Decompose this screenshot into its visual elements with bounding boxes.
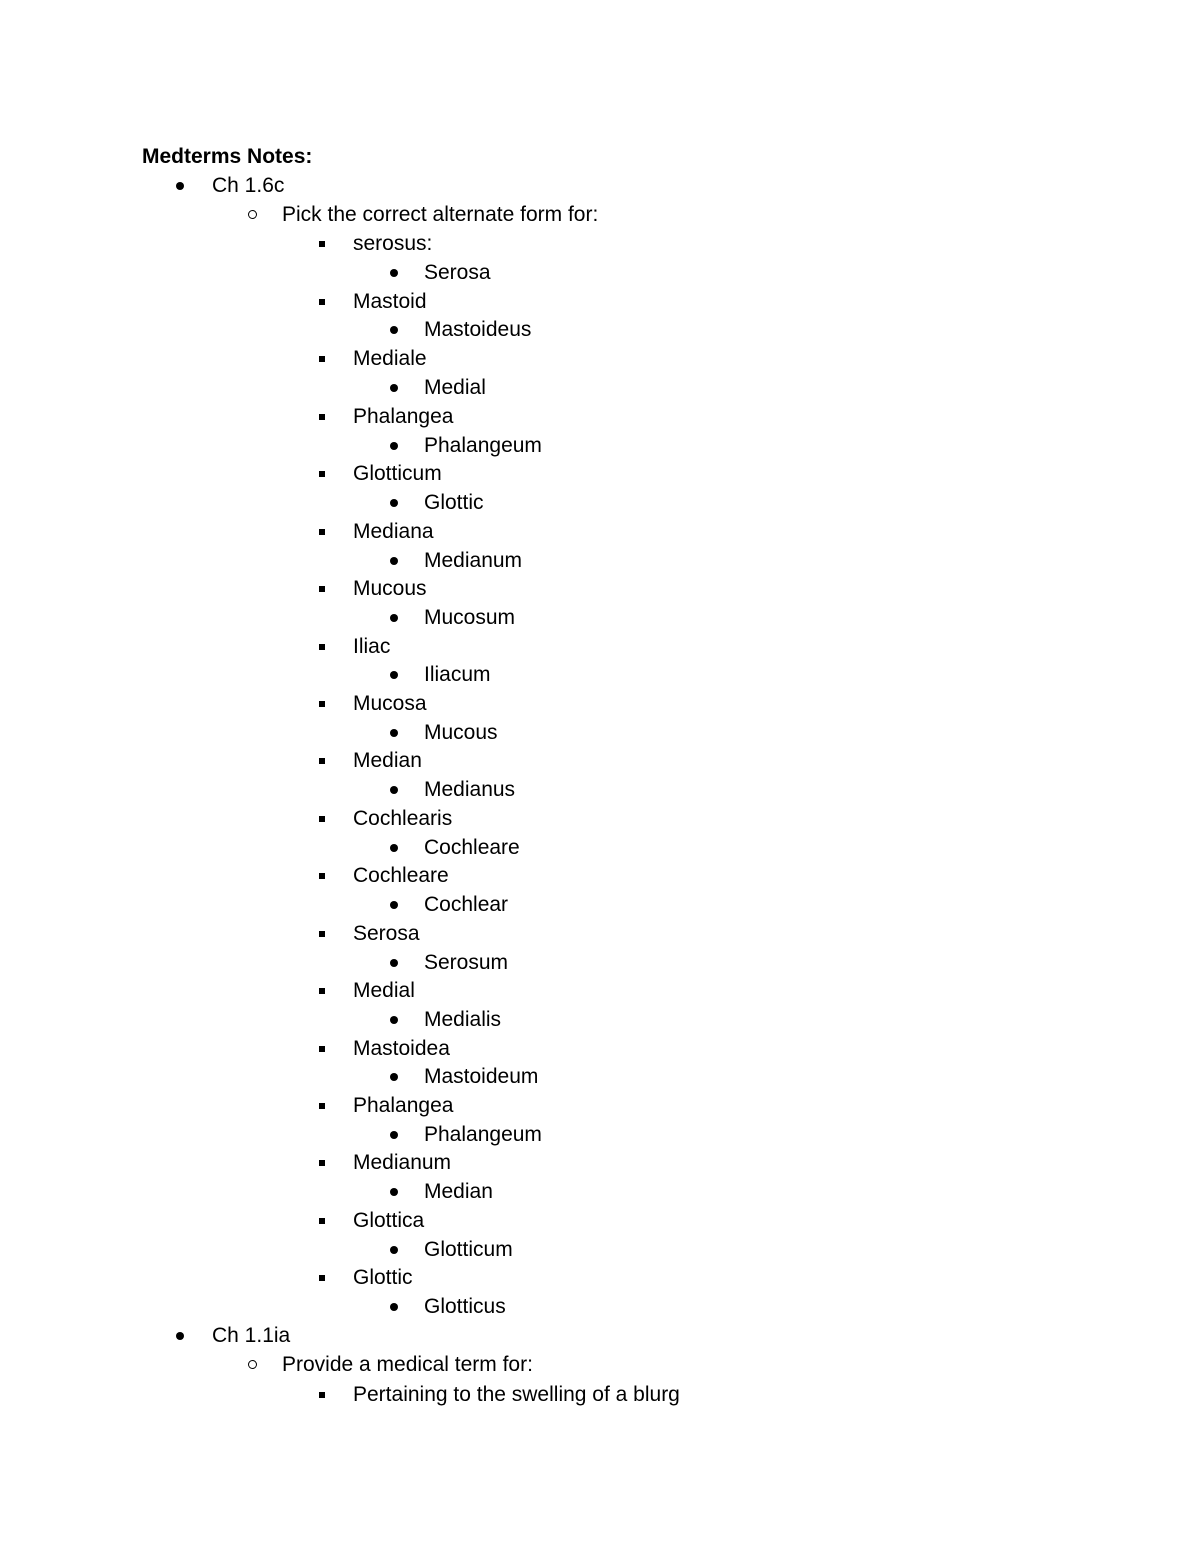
answer-text: Serosa: [424, 261, 491, 284]
bullet-dot-icon: [390, 269, 398, 277]
bullet-square-icon: [319, 356, 325, 362]
term-text: Mediale: [353, 347, 427, 370]
bullet-dot-icon: [390, 1016, 398, 1024]
bullet-dot-icon: [390, 901, 398, 909]
bullet-square-icon: [319, 931, 325, 937]
bullet-square-icon: [319, 471, 325, 477]
bullet-square-icon: [319, 873, 325, 879]
bullet-square-icon: [319, 1275, 325, 1281]
bullet-square-icon: [319, 644, 325, 650]
answer-text: Glotticus: [424, 1295, 506, 1318]
bullet-dot-icon: [390, 959, 398, 967]
bullet-square-icon: [319, 586, 325, 592]
term-text: Iliac: [353, 635, 391, 658]
term-text: Serosa: [353, 922, 420, 945]
answer-text: Medianus: [424, 778, 516, 801]
bullet-dot-icon: [390, 1246, 398, 1254]
answer-text: Medial: [424, 376, 486, 399]
bullet-square-icon: [319, 988, 325, 994]
answer-text: Glotticum: [424, 1238, 513, 1261]
term-text: Mucous: [353, 577, 427, 600]
term-text: Glotticum: [353, 462, 442, 485]
bullet-square-icon: [319, 1103, 325, 1109]
term-text: Mastoidea: [353, 1037, 450, 1060]
bullet-dot-icon: [390, 326, 398, 334]
bullet-square-icon: [319, 701, 325, 707]
bullet-square-icon: [319, 1046, 325, 1052]
notes-title: Medterms Notes:: [142, 145, 313, 168]
prompt-text: Provide a medical term for:: [282, 1353, 533, 1376]
bullet-dot-icon: [390, 614, 398, 622]
bullet-square-icon: [319, 816, 325, 822]
term-text: Phalangea: [353, 1094, 454, 1117]
bullet-dot-icon: [176, 1332, 184, 1340]
answer-text: Iliacum: [424, 663, 491, 686]
bullet-dot-icon: [176, 182, 184, 190]
bullet-dot-icon: [390, 1303, 398, 1311]
term-text: Median: [353, 749, 422, 772]
bullet-circle-icon: [248, 1360, 257, 1369]
bullet-dot-icon: [390, 557, 398, 565]
term-text: Glottic: [353, 1266, 413, 1289]
term-text: Mastoid: [353, 290, 427, 313]
bullet-dot-icon: [390, 844, 398, 852]
bullet-dot-icon: [390, 1073, 398, 1081]
bullet-dot-icon: [390, 729, 398, 737]
answer-text: Cochlear: [424, 893, 509, 916]
section-label: Ch 1.1ia: [212, 1324, 291, 1347]
bullet-circle-icon: [248, 210, 257, 219]
answer-text: Medianum: [424, 549, 523, 572]
answer-text: Mastoideus: [424, 318, 532, 341]
bullet-dot-icon: [390, 671, 398, 679]
answer-text: Medialis: [424, 1008, 502, 1031]
term-text: Cochleare: [353, 864, 449, 887]
answer-text: Median: [424, 1180, 493, 1203]
bullet-square-icon: [319, 414, 325, 420]
answer-text: Serosum: [424, 951, 509, 974]
bullet-square-icon: [319, 299, 325, 305]
bullet-square-icon: [319, 241, 325, 247]
prompt-text: Pick the correct alternate form for:: [282, 203, 599, 226]
section-label: Ch 1.6c: [212, 174, 285, 197]
answer-text: Glottic: [424, 491, 484, 514]
answer-text: Mucosum: [424, 606, 516, 629]
answer-text: Mucous: [424, 721, 498, 744]
term-text: Pertaining to the swelling of a blurg: [353, 1383, 680, 1406]
bullet-square-icon: [319, 758, 325, 764]
bullet-dot-icon: [390, 1188, 398, 1196]
term-text: serosus:: [353, 232, 433, 255]
term-text: Mucosa: [353, 692, 427, 715]
bullet-dot-icon: [390, 1131, 398, 1139]
bullet-dot-icon: [390, 499, 398, 507]
bullet-dot-icon: [390, 384, 398, 392]
term-text: Glottica: [353, 1209, 425, 1232]
bullet-square-icon: [319, 1218, 325, 1224]
term-text: Medial: [353, 979, 415, 1002]
term-text: Phalangea: [353, 405, 454, 428]
bullet-square-icon: [319, 1160, 325, 1166]
term-text: Medianum: [353, 1151, 452, 1174]
term-text: Mediana: [353, 520, 434, 543]
bullet-square-icon: [319, 529, 325, 535]
bullet-square-icon: [319, 1392, 325, 1398]
answer-text: Phalangeum: [424, 434, 542, 457]
bullet-dot-icon: [390, 442, 398, 450]
answer-text: Mastoideum: [424, 1065, 539, 1088]
bullet-dot-icon: [390, 786, 398, 794]
answer-text: Cochleare: [424, 836, 520, 859]
answer-text: Phalangeum: [424, 1123, 542, 1146]
term-text: Cochlearis: [353, 807, 453, 830]
